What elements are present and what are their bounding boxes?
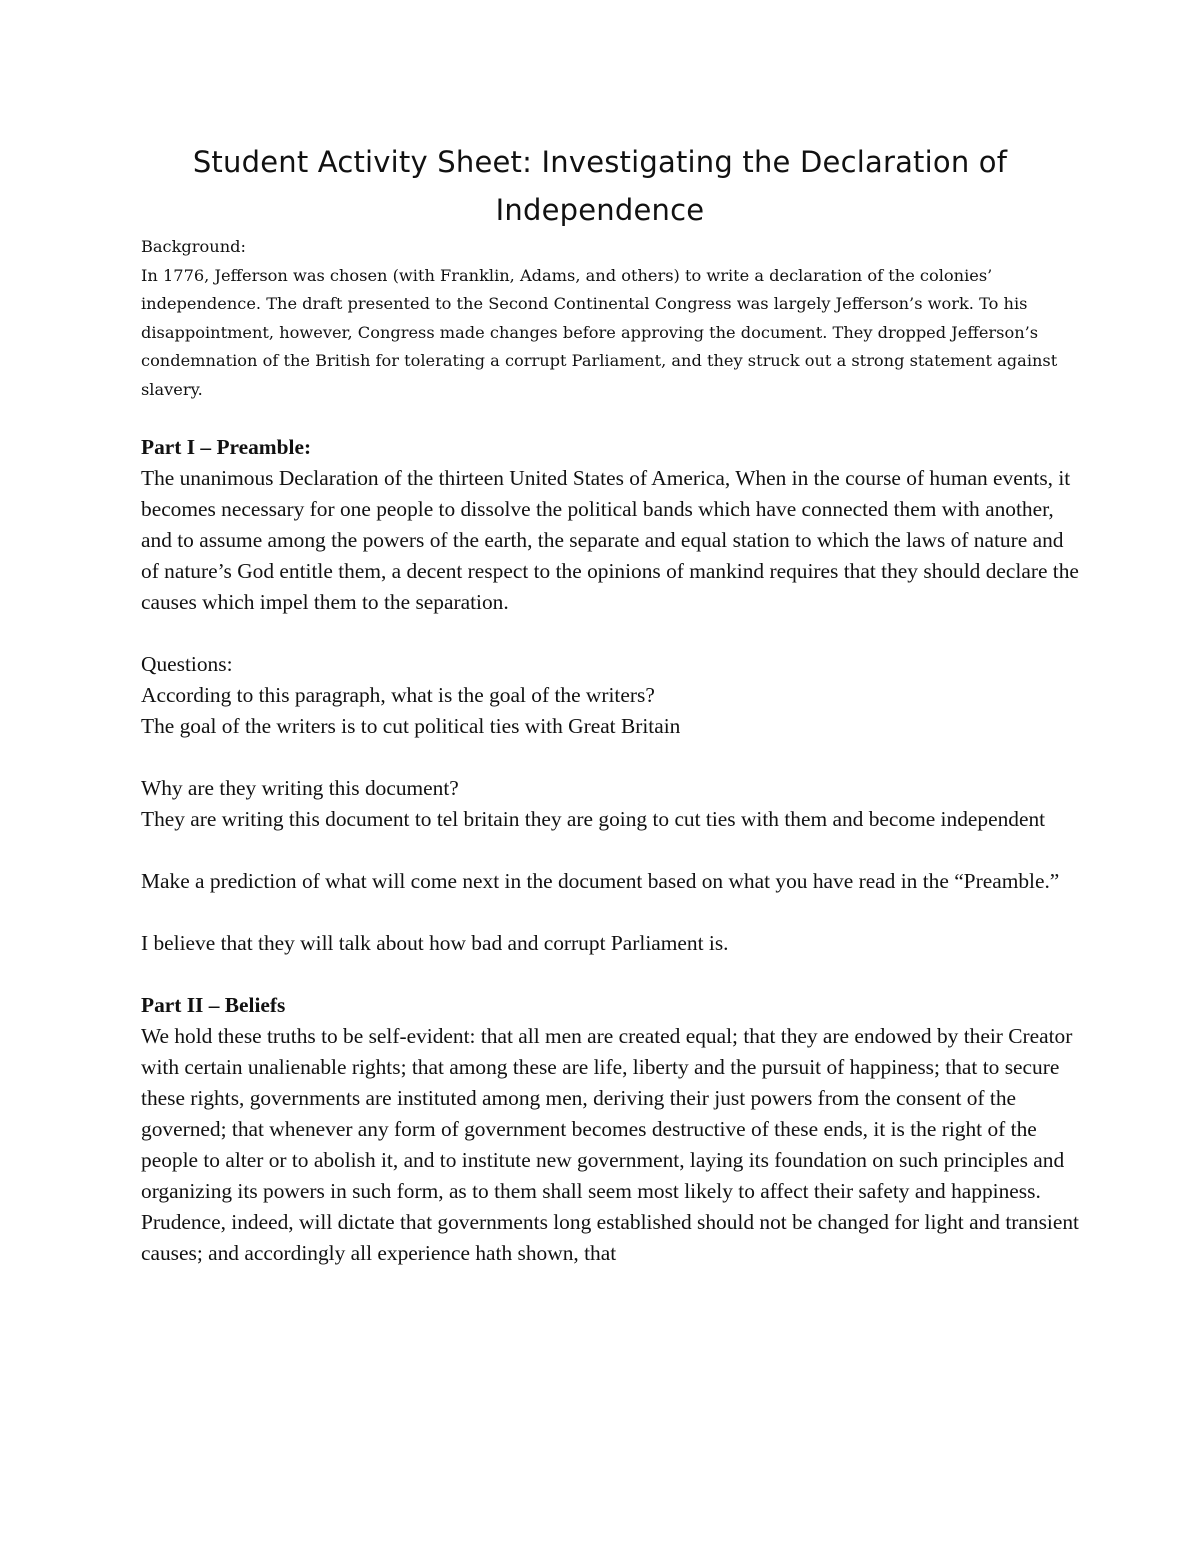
spacer: [141, 835, 1086, 866]
background-section: [141, 233, 1081, 405]
page-title: Student Activity Sheet: Investigating the Declaration of Independence: [192, 145, 1008, 227]
questions-label: Questions:: [141, 652, 233, 676]
answer-1: The goal of the writers is to cut political ties with Great Britain: [141, 714, 681, 738]
spacer: [141, 618, 1086, 649]
background-text: In 1776, Jefferson was chosen (with Franklin, Adams, and others) to write a declaration of the colonies’ independence. The draft presented to the Second Continental Congress was largely Jefferson’s work. To his disappointment, however, Congress made changes before approving the document. They dropped Jefferson’s condemnation of the British for tolerating a corrupt Parliament, and they struck out a strong statement against slavery.: [141, 265, 1058, 399]
answer-3: I believe that they will talk about how bad and corrupt Parliament is.: [141, 931, 729, 955]
answer-2: They are writing this document to tel britain they are going to cut ties with them and become independent: [141, 807, 1046, 831]
question-2: Why are they writing this document?: [141, 776, 459, 800]
question-1: According to this paragraph, what is the goal of the writers?: [141, 683, 655, 707]
question-3: Make a prediction of what will come next in the document based on what you have read in the “Preamble.”: [141, 869, 1060, 893]
preamble-text: The unanimous Declaration of the thirteen United States of America, When in the course of human events, it becomes necessary for one people to dissolve the political bands which have connected them with another, and to assume among the powers of the earth, the separate and equal station to which the laws of nature and of nature’s God entitle them, a decent respect to the opinions of mankind requires that they should declare the causes which impel them to the separation.: [141, 466, 1079, 614]
main-content: [141, 432, 1086, 1269]
spacer: [141, 959, 1086, 990]
spacer: [141, 742, 1086, 773]
background-label: Background:: [141, 237, 246, 256]
part2-heading: Part II – Beliefs: [141, 993, 286, 1017]
part1-heading: Part I – Preamble:: [141, 435, 312, 459]
spacer: [141, 897, 1086, 928]
beliefs-text: We hold these truths to be self-evident: that all men are created equal; that they are endowed by their Creator with certain unalienable rights; that among these are life, liberty and the pursuit of happiness; that to secure these rights, governments are instituted among men, deriving their just powers from the consent of the governed; that whenever any form of government becomes destructive of these ends, it is the right of the people to alter or to abolish it, and to institute new government, laying its foundation on such principles and organizing its powers in such form, as to them shall seem most likely to affect their safety and happiness. Prudence, indeed, will dictate that governments long established should not be changed for light and transient causes; and accordingly all experience hath shown, that: [141, 1024, 1079, 1265]
